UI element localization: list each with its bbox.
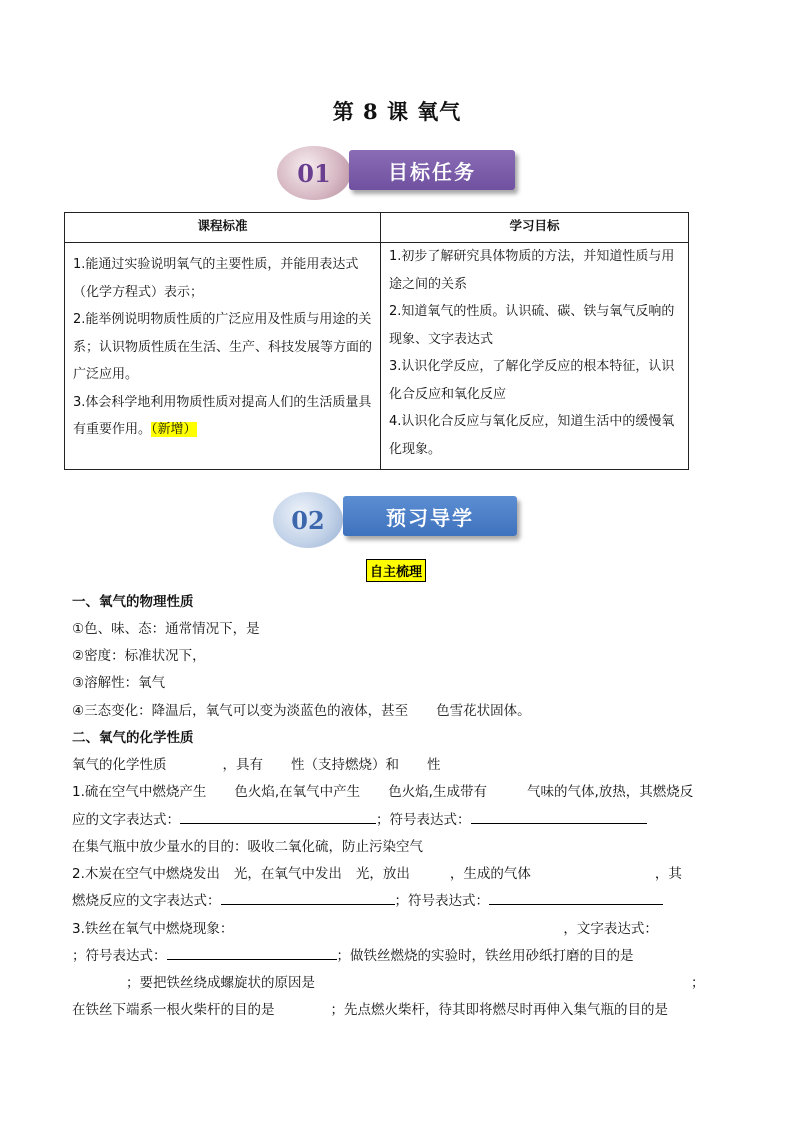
section-banner-goals bbox=[277, 146, 521, 200]
question-line: ④三态变化：降温后，氧气可以变为淡蓝色的液体，甚至 色雪花状固体。 bbox=[72, 703, 531, 719]
question-line: ；要把铁丝绕成螺旋状的原因是 ； bbox=[126, 975, 705, 991]
answer-blank[interactable] bbox=[180, 822, 376, 824]
section-heading: 二、氧气的化学性质 bbox=[72, 730, 194, 746]
question-line: ；符号表达式： ；做铁丝燃烧的实验时，铁丝用砂纸打磨的目的是 bbox=[72, 948, 634, 964]
section-banner-preview bbox=[273, 492, 521, 548]
question-line: 在铁丝下端系一根火柴杆的目的是 ；先点燃火柴杆，待其即将燃尽时再伸入集气瓶的目的是 bbox=[72, 1002, 668, 1018]
self-study-tag: 自主梳理 bbox=[366, 559, 426, 582]
question-line: 应的文字表达式： ；符号表达式： bbox=[72, 808, 647, 828]
question-line: 1.硫在空气中燃烧产生 色火焰,在氧气中产生 色火焰,生成带有 气味的气体,放热，其燃烧反 bbox=[72, 784, 694, 800]
section-heading: 一、氧气的物理性质 bbox=[72, 594, 194, 610]
question-line: 氧气的化学性质 ，具有 性（支持燃烧）和 性 bbox=[72, 757, 441, 773]
question-line: ③溶解性：氧气 bbox=[72, 675, 166, 691]
section-banner-label: 目标任务 bbox=[349, 150, 515, 190]
list-item: 2.知道氧气的性质。认识硫、碳、铁与氧气反响的现象、文字表达式 bbox=[389, 304, 675, 347]
question-line: ②密度：标准状况下， bbox=[72, 648, 206, 664]
question-line: 在集气瓶中放少量水的目的：吸收二氧化硫，防止污染空气 bbox=[72, 839, 423, 855]
learning-goal-cell bbox=[381, 243, 689, 470]
course-standard-cell bbox=[65, 243, 381, 470]
answer-blank[interactable] bbox=[489, 903, 663, 905]
standards-table bbox=[64, 212, 689, 470]
question-line: 3.铁丝在氧气中燃烧现象： ，文字表达式： bbox=[72, 921, 658, 937]
answer-blank[interactable] bbox=[471, 822, 647, 824]
page-title: 第 8 课 氧气 bbox=[332, 99, 462, 124]
question-line: 2.木炭在空气中燃烧发出 光，在氧气中发出 光，放出 ，生成的气体 ，其 bbox=[72, 866, 682, 882]
section-number-badge: 01 bbox=[277, 146, 351, 200]
list-item: 3.认识化学反应，了解化学反应的根本特征，认识化合反应和氧化反应 bbox=[389, 359, 675, 402]
table-header: 课程标准 bbox=[65, 213, 381, 243]
list-item: 3.体会科学地利用物质性质对提高人们的生活质量具有重要作用。 bbox=[73, 394, 372, 437]
table-header: 学习目标 bbox=[381, 213, 689, 243]
section-number-badge: 02 bbox=[273, 492, 343, 548]
list-item: 1.初步了解研究具体物质的方法，并知道性质与用途之间的关系 bbox=[389, 249, 675, 292]
answer-blank[interactable] bbox=[167, 958, 337, 960]
list-item: 1.能通过实验说明氧气的主要性质，并能用表达式（化学方程式）表示； bbox=[73, 257, 359, 300]
answer-blank[interactable] bbox=[221, 903, 395, 905]
new-badge: （新增） bbox=[151, 422, 197, 437]
section-banner-label: 预习导学 bbox=[343, 496, 517, 536]
list-item: 2.能举例说明物质性质的广泛应用及性质与用途的关系；认识物质性质在生活、生产、科技发展等方面的广泛应用。 bbox=[73, 312, 373, 382]
question-line: ①色、味、态：通常情况下，是 bbox=[72, 621, 260, 637]
list-item: 4.认识化合反应与氧化反应，知道生活中的缓慢氧化现象。 bbox=[389, 414, 675, 457]
question-line: 燃烧反应的文字表达式： ；符号表达式： bbox=[72, 889, 663, 909]
